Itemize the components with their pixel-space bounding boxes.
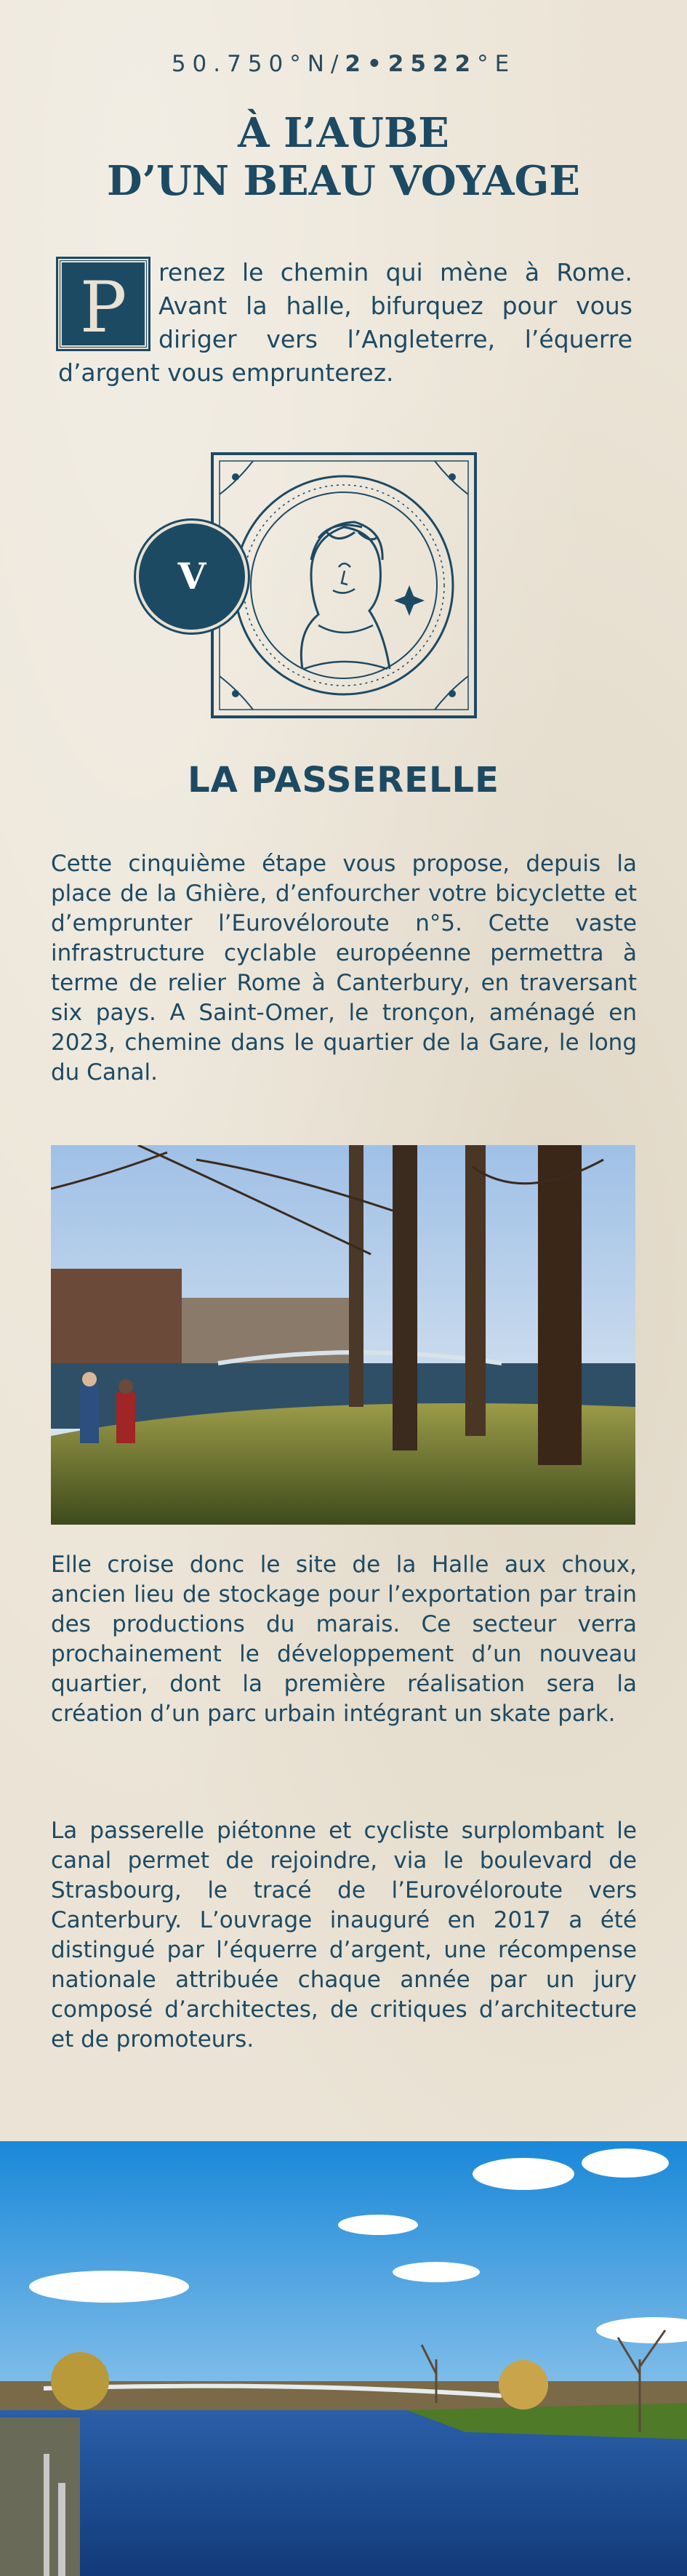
title-line-1: À L’AUBE	[238, 109, 449, 157]
step-number-badge: V	[136, 521, 248, 633]
paragraph-2: Elle croise donc le site de la Halle aux choux, ancien lieu de stockage pour l’exportation par train des productions du marais. Ce secteur verra prochainement le développement d’un nouveau quartier, dont la première réalisation sera la création d’un parc urbain intégrant un skate park.	[51, 1552, 637, 1727]
coords-end: °E	[477, 51, 516, 77]
coords-main: 50.750°N/	[171, 51, 345, 77]
paragraph-3: La passerelle piétonne et cycliste surplombant le canal permet de rejoindre, via le boulevard de Strasbourg, le tracé de l’Eurovéloroute vers Canterbury. L’ouvrage inauguré en 2017 a été distingué par l’équerre d’argent, une récompense nationale attribuée chaque année par un jury composé d’architectes, de critiques d’architecture et de promoteurs.	[51, 1818, 637, 2053]
intro-riddle	[58, 256, 632, 390]
paragraph-1: Cette cinquième étape vous propose, depuis la place de la Ghière, d’enfourcher votre bicyclette et d’emprunter l’Eurovéloroute n°5. Cette vaste infrastructure cyclable européenne permettra à terme de relier Rome à Canterbury, en traversant six pays. A Saint-Omer, le tronçon, aménagé en 2023, chemine dans le quartier de la Gare, le long du Canal.	[51, 851, 637, 1086]
title-line-2: D’UN BEAU VOYAGE	[107, 157, 580, 205]
classical-head-medallion-icon	[209, 451, 478, 720]
canal-trees-photo	[51, 1145, 635, 1525]
gps-coordinates	[0, 51, 687, 77]
page-title	[0, 109, 687, 205]
footbridge-canal-photo	[0, 2141, 687, 2576]
dropcap-letter: P	[58, 259, 148, 349]
section-title: LA PASSERELLE	[188, 760, 499, 801]
coords-bold: 2•2522	[345, 51, 478, 77]
intro-text: renez le chemin qui mène à Rome. Avant la halle, bifurquez pour vous diriger vers l’Angleterre, l’équerre d’argent vous emprunterez.	[58, 258, 632, 387]
